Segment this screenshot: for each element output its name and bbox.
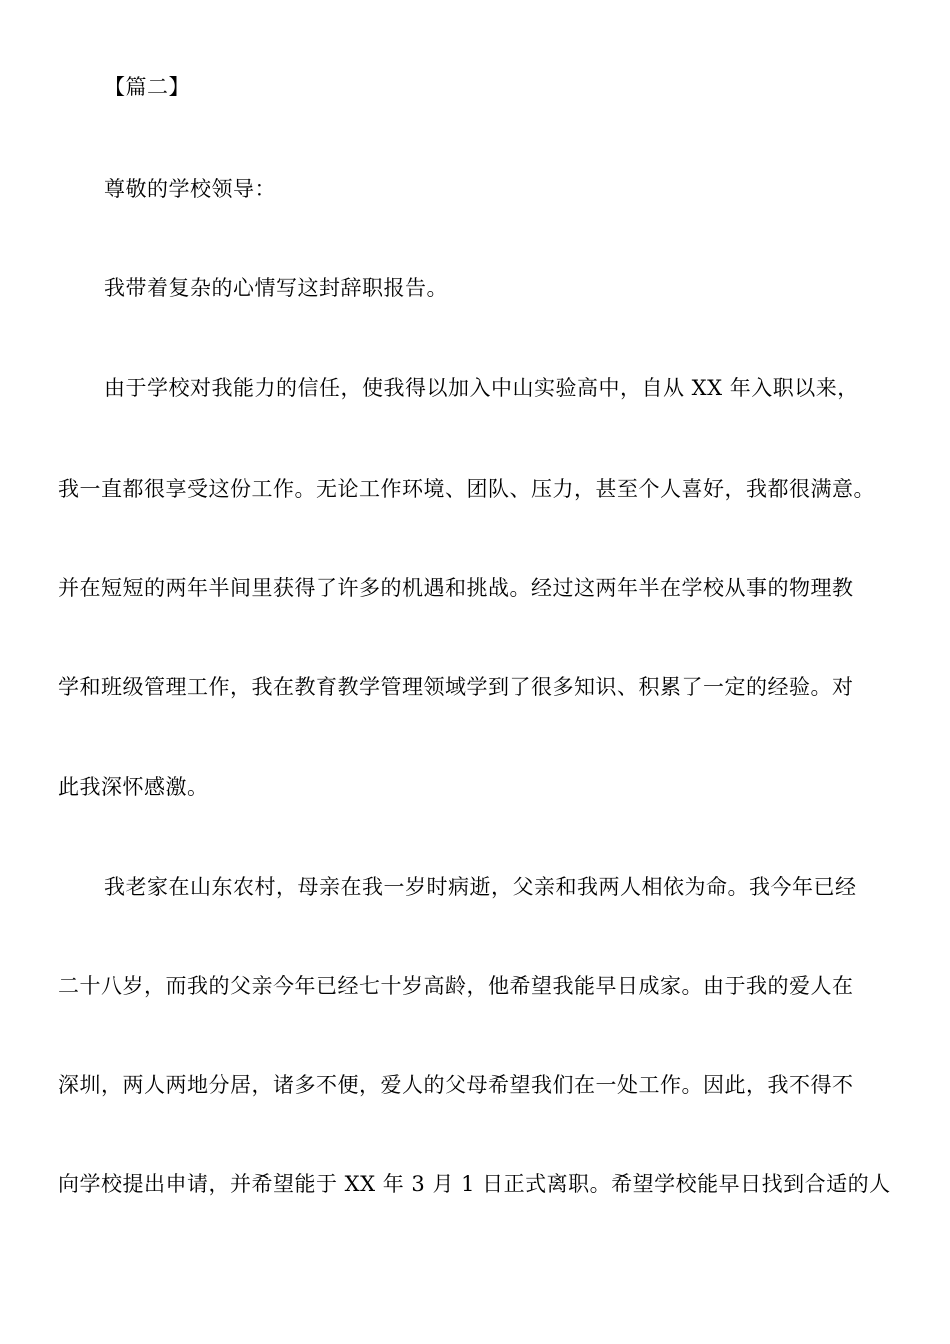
paragraph-2-line: 此我深怀感激。 — [58, 775, 209, 799]
paragraph-2-line: 我一直都很享受这份工作。无论工作环境、团队、压力，甚至个人喜好，我都很满意。 — [58, 477, 875, 501]
paragraph-3-line: 深圳，两人两地分居，诸多不便，爱人的父母希望我们在一处工作。因此，我不得不 — [58, 1073, 854, 1097]
paragraph-3-line: 我老家在山东农村，母亲在我一岁时病逝，父亲和我两人相依为命。我今年已经 — [104, 875, 857, 899]
paragraph-2-line: 由于学校对我能力的信任，使我得以加入中山实验高中，自从 XX 年入职以来， — [104, 376, 859, 400]
salutation: 尊敬的学校领导： — [104, 177, 276, 201]
paragraph-2-line: 学和班级管理工作，我在教育教学管理领域学到了很多知识、积累了一定的经验。对 — [58, 675, 854, 699]
section-heading: 【篇二】 — [104, 75, 190, 99]
paragraph-1: 我带着复杂的心情写这封辞职报告。 — [104, 276, 448, 300]
paragraph-3-line: 二十八岁，而我的父亲今年已经七十岁高龄，他希望我能早日成家。由于我的爱人在 — [58, 974, 854, 998]
paragraph-2-line: 并在短短的两年半间里获得了许多的机遇和挑战。经过这两年半在学校从事的物理教 — [58, 576, 854, 600]
paragraph-3-line: 向学校提出申请，并希望能于 XX 年 3 月 1 日正式离职。希望学校能早日找到合适的人 — [58, 1172, 891, 1196]
